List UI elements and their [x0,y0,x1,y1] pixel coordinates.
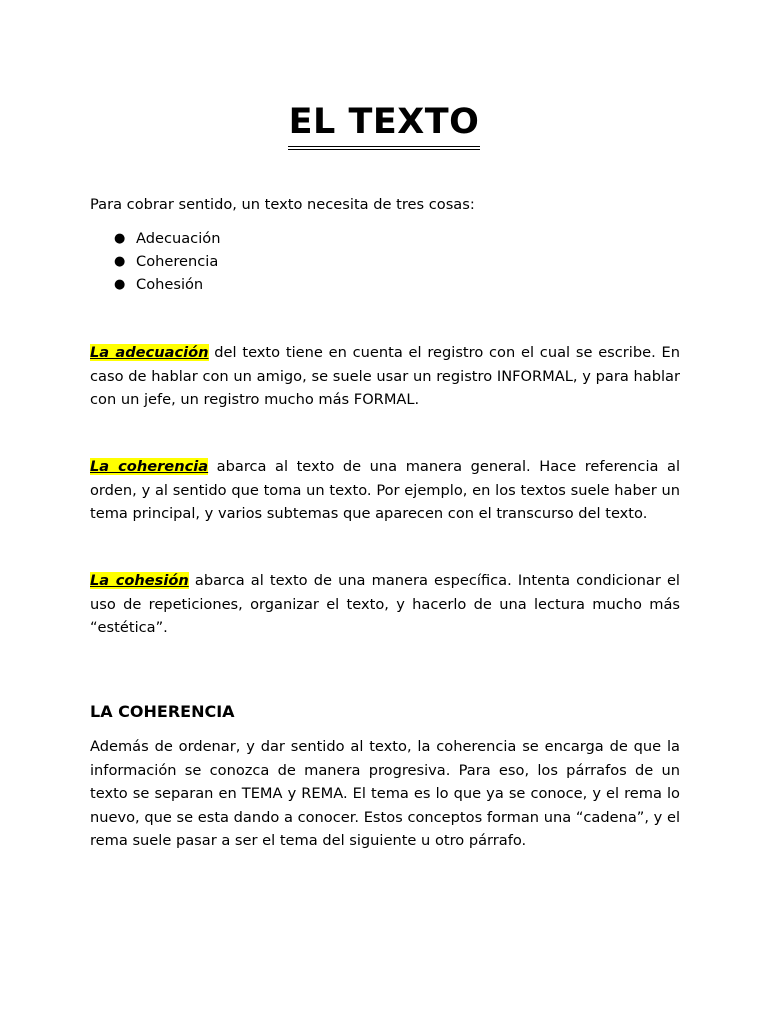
paragraph-coherencia [90,455,680,526]
section-paragraph: Además de ordenar, y dar sentido al texto, la coherencia se encarga de que la información se conozca de manera progresiva. Para eso, los párrafos de un texto se separan en TEMA y REMA. El tema es lo que ya se conoce, y el rema lo nuevo, que se esta dando a conocer. Estos conceptos forman una “cadena”, y el rema suele pasar a ser el tema del siguiente u otro párrafo. [90,738,680,849]
bullet-icon: ● [114,277,126,293]
list-item [114,273,220,296]
list-item-label: Cohesión [136,276,204,294]
intro-paragraph: Para cobrar sentido, un texto necesita de tres cosas: [90,196,475,213]
section-heading: LA COHERENCIA [90,702,235,721]
paragraph-cohesion [90,569,680,640]
bullet-list [114,227,220,297]
paragraph-text: del texto tiene en cuenta el registro con el cual se escribe. En caso de hablar con un amigo, se suele usar un registro INFORMAL, y para hablar con un jefe, un registro mucho más FORMAL. [90,344,680,408]
title-container [0,98,768,150]
highlighted-term: La adecuación [90,344,209,361]
list-item-label: Adecuación [136,230,221,247]
paragraph-text: abarca al texto de una manera general. Hace referencia al orden, y al sentido que toma un texto. Por ejemplo, en los textos suele haber un tema principal, y varios subtemas que aparecen con el transcurso del texto. [90,458,680,522]
highlighted-term: La cohesión [90,572,189,589]
page-title: EL TEXTO [288,98,481,150]
bullet-icon: ● [114,254,126,270]
list-item [114,250,220,273]
paragraph-text: abarca al texto de una manera específica. Intenta condicionar el uso de repeticiones, organizar el texto, y hacerlo de una lectura mucho más “estética”. [90,572,680,636]
paragraph-adecuacion [90,341,680,412]
list-item [114,227,220,250]
highlighted-term: La coherencia [90,458,209,475]
bullet-icon: ● [114,231,126,246]
list-item-label: Coherencia [136,253,219,271]
